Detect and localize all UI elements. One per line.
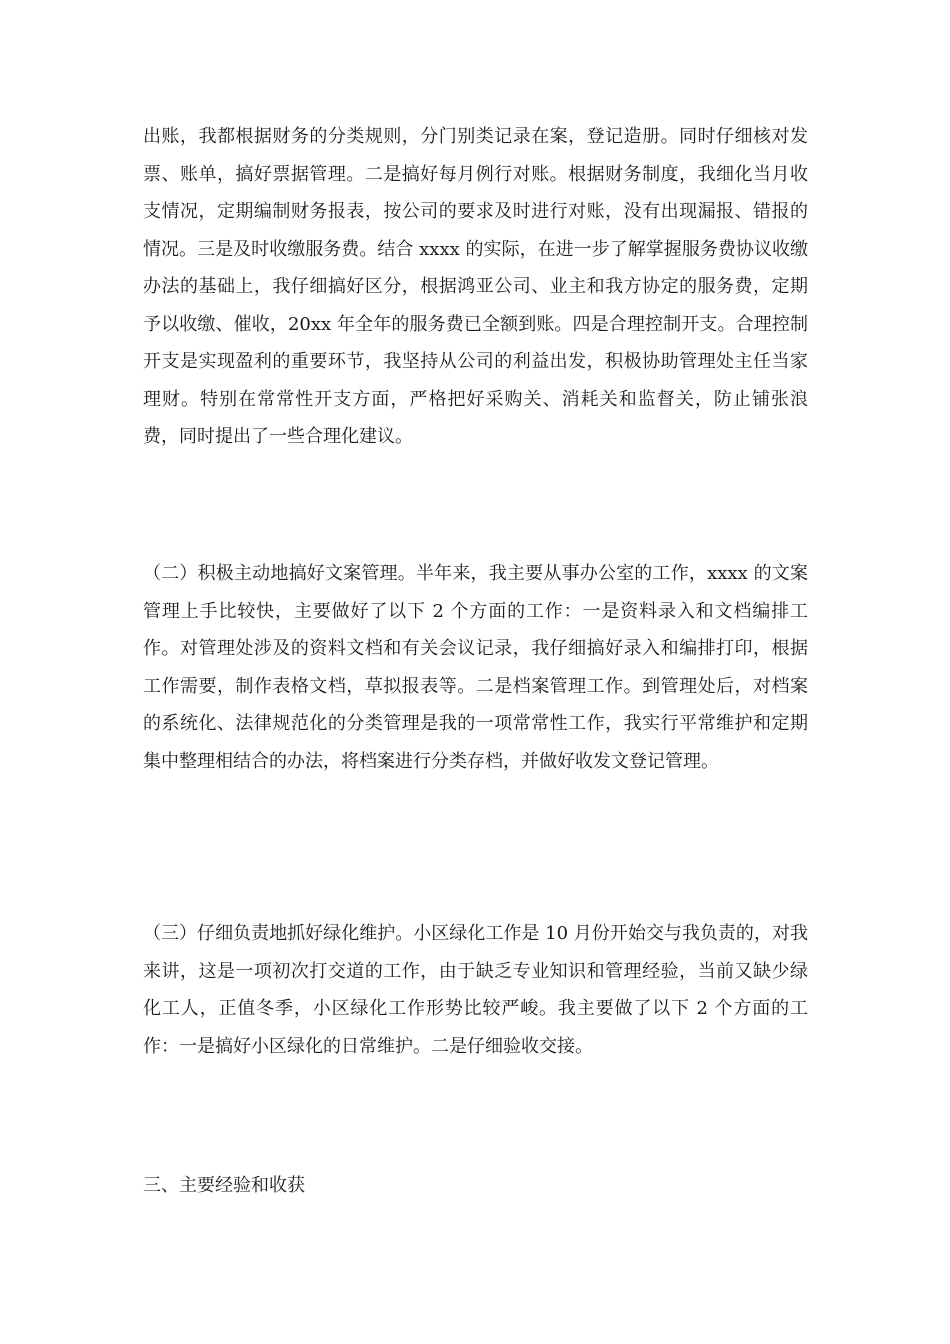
paragraph-document-management: （二）积极主动地搞好文案管理。半年来，我主要从事办公室的工作，xxxx 的文案管理上手比较快，主要做好了以下 2 个方面的工作：一是资料录入和文档编排工作。对管理处涉及的资料文档和有关会议记录，我仔细搞好录入和编排打印，根据工作需要，制作表格文档，草拟报表等。二是档案管理工作。到管理处后，对档案的系统化、法律规范化的分类管理是我的一项常常性工作，我实行平常维护和定期集中整理相结合的办法，将档案进行分类存档，并做好收发文登记管理。 xyxy=(143,563,808,772)
paragraph-greening-maintenance: （三）仔细负责地抓好绿化维护。小区绿化工作是 10 月份开始交与我负责的，对我来讲，这是一项初次打交道的工作，由于缺乏专业知识和管理经验，当前又缺少绿化工人，正值冬季，小区绿化工作形势比较严峻。我主要做了以下 2 个方面的工作：一是搞好小区绿化的日常维护。二是仔细验收交接。 xyxy=(143,923,808,1057)
paragraph-finance: 出账，我都根据财务的分类规则，分门别类记录在案，登记造册。同时仔细核对发票、账单，搞好票据管理。二是搞好每月例行对账。根据财务制度，我细化当月收支情况，定期编制财务报表，按公司的要求及时进行对账，没有出现漏报、错报的情况。三是及时收缴服务费。结合 xxxx 的实际，在进一步了解掌握服务费协议收缴办法的基础上，我仔细搞好区分，根据鸿亚公司、业主和我方协定的服务费，定期予以收缴、催收，20xx 年全年的服务费已全额到账。四是合理控制开支。合理控制开支是实现盈利的重要环节，我坚持从公司的利益出发，积极协助管理处主任当家理财。特别在常常性开支方面，严格把好采购关、消耗关和监督关，防止铺张浪费，同时提出了一些合理化建议。 xyxy=(143,126,808,447)
section-heading: 三、主要经验和收获 xyxy=(143,1175,305,1196)
